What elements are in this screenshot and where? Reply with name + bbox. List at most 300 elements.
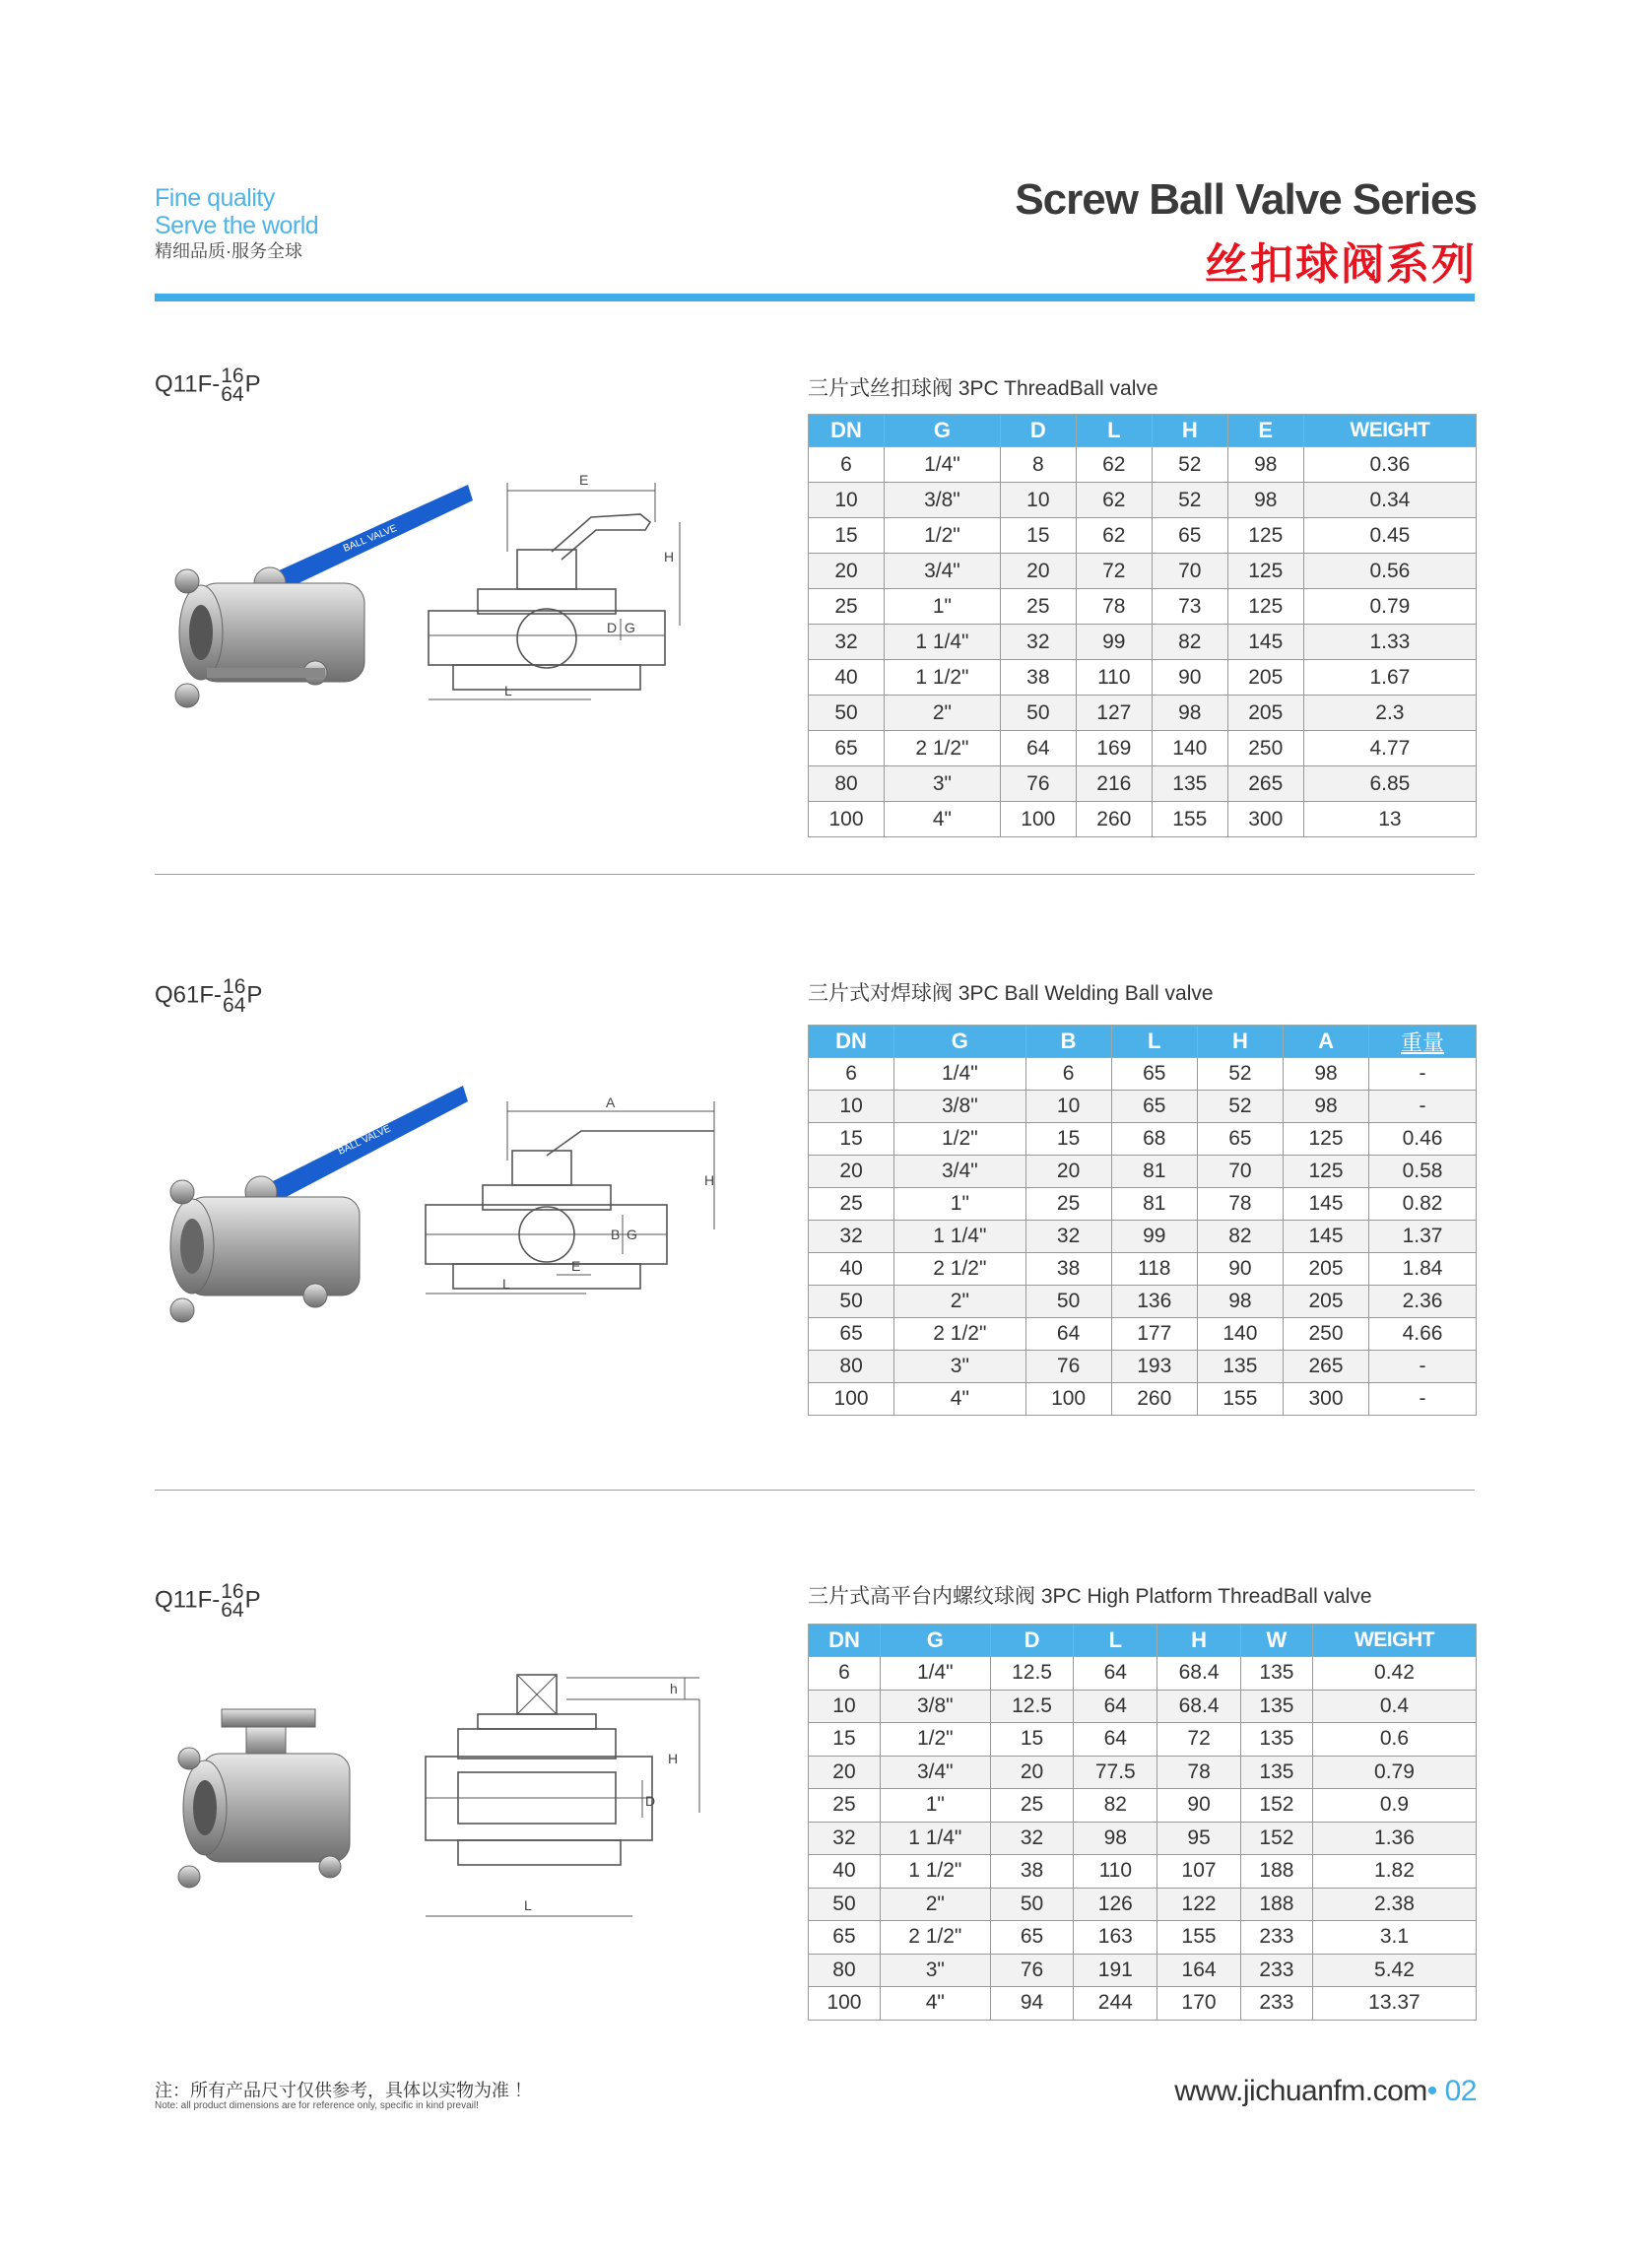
table-cell: 6 [809,1058,894,1091]
table-cell: 15 [990,1723,1074,1757]
table-cell: 100 [809,1383,894,1416]
table-cell: 4.77 [1303,731,1476,766]
model-code: Q61F-16 64P [155,975,263,1017]
table-cell: 76 [990,1954,1074,1987]
tagline-line1: Fine quality [155,184,275,212]
table-cell: 135 [1152,766,1227,802]
table-cell: 32 [809,625,885,660]
column-header: D [1000,415,1076,447]
table-cell: 2 1/2" [884,731,1000,766]
svg-text:L: L [504,683,512,698]
table-cell: 1.84 [1369,1253,1477,1286]
table-cell: 1/2" [894,1123,1025,1156]
column-header: H [1197,1026,1283,1058]
table-caption: 三片式丝扣球阀 3PC ThreadBall valve [808,377,1158,400]
table-cell: 50 [809,696,885,731]
table-cell: 191 [1074,1954,1157,1987]
technical-drawing-platform [414,1670,709,1926]
table-cell: 265 [1227,766,1303,802]
table-row [809,1690,1477,1723]
table-cell: 32 [990,1822,1074,1855]
table-cell: 169 [1076,731,1152,766]
spec-table [808,414,1477,837]
table-cell: 52 [1152,483,1227,518]
model-code: Q11F-16 64P [155,1580,261,1622]
table-cell: 80 [809,1351,894,1383]
table-cell: 72 [1157,1723,1241,1757]
table-cell: 233 [1240,1954,1312,1987]
table-cell: 0.36 [1303,447,1476,483]
table-row [809,1123,1477,1156]
table-row [809,483,1477,518]
section-divider [155,874,1475,875]
table-cell: 0.46 [1369,1123,1477,1156]
table-cell: 250 [1283,1318,1368,1351]
table-cell: 65 [1152,518,1227,554]
table-cell: 145 [1227,625,1303,660]
table-cell: 163 [1074,1921,1157,1955]
column-header: E [1227,415,1303,447]
table-cell: 65 [809,1921,881,1955]
table-cell: 70 [1152,554,1227,589]
table-cell: 2" [884,696,1000,731]
table-cell: 25 [1025,1188,1111,1221]
table-cell: 13 [1303,802,1476,837]
table-cell: 98 [1227,483,1303,518]
table-cell: 68.4 [1157,1657,1241,1691]
table-cell: 3" [884,766,1000,802]
table-cell: 65 [1197,1123,1283,1156]
svg-text:L: L [524,1897,532,1913]
table-cell: 205 [1283,1253,1368,1286]
table-row [809,1822,1477,1855]
table-cell: 90 [1152,660,1227,696]
table-row [809,1091,1477,1123]
table-cell: 12.5 [990,1657,1074,1691]
table-cell: 1" [880,1789,990,1823]
table-cell: 98 [1197,1286,1283,1318]
table-cell: 140 [1152,731,1227,766]
table-cell: 98 [1283,1091,1368,1123]
table-cell: 8 [1000,447,1076,483]
table-cell: 233 [1240,1921,1312,1955]
table-cell: 1/2" [880,1723,990,1757]
table-cell: 2" [894,1286,1025,1318]
table-cell: 6 [809,447,885,483]
column-header: L [1074,1625,1157,1657]
column-header: DN [809,1026,894,1058]
table-cell: 15 [809,1123,894,1156]
table-cell: 2 1/2" [880,1921,990,1955]
table-cell: 127 [1076,696,1152,731]
table-cell: 3/4" [880,1756,990,1789]
table-cell: 0.34 [1303,483,1476,518]
table-cell: 260 [1111,1383,1197,1416]
table-cell: 135 [1240,1756,1312,1789]
svg-text:G: G [625,620,635,635]
table-cell: 300 [1227,802,1303,837]
table-cell: 94 [990,1987,1074,2021]
header-accent-bar [155,294,1475,301]
table-cell: 1 1/2" [884,660,1000,696]
column-header: G [894,1026,1025,1058]
table-cell: 40 [809,660,885,696]
svg-text:D: D [645,1793,656,1809]
table-cell: 260 [1076,802,1152,837]
table-cell: 3.1 [1312,1921,1476,1955]
table-cell: 65 [990,1921,1074,1955]
table-cell: 135 [1240,1657,1312,1691]
table-cell: 155 [1157,1921,1241,1955]
table-cell: 193 [1111,1351,1197,1383]
table-cell: 20 [809,1756,881,1789]
table-cell: 20 [809,1156,894,1188]
table-cell: 98 [1227,447,1303,483]
table-cell: 2.36 [1369,1286,1477,1318]
table-row [809,1723,1477,1757]
table-cell: 10 [1025,1091,1111,1123]
table-cell: 2.3 [1303,696,1476,731]
column-header: D [990,1625,1074,1657]
table-cell: 145 [1283,1188,1368,1221]
footnote-en: Note: all product dimensions are for reference only, specific in kind prevail! [155,2100,479,2111]
table-cell: 0.58 [1369,1156,1477,1188]
table-cell: 135 [1197,1351,1283,1383]
table-cell: 110 [1074,1855,1157,1889]
model-code: Q11F-16 64P [155,365,261,406]
table-cell: 0.6 [1312,1723,1476,1757]
table-cell: 1/4" [894,1058,1025,1091]
table-cell: 50 [1025,1286,1111,1318]
column-header: L [1076,415,1152,447]
table-cell: 15 [809,518,885,554]
table-cell: 62 [1076,483,1152,518]
table-cell: 25 [809,1789,881,1823]
table-cell: 118 [1111,1253,1197,1286]
table-cell: 25 [809,589,885,625]
column-header: 重量 [1369,1026,1477,1058]
table-row [809,1954,1477,1987]
table-cell: 152 [1240,1822,1312,1855]
table-row [809,1756,1477,1789]
table-cell: 62 [1076,447,1152,483]
table-cell: - [1369,1383,1477,1416]
table-cell: 135 [1240,1723,1312,1757]
table-cell: 62 [1076,518,1152,554]
table-row [809,1188,1477,1221]
table-row [809,518,1477,554]
table-cell: 205 [1283,1286,1368,1318]
table-cell: 1 1/4" [880,1822,990,1855]
table-row [809,766,1477,802]
table-row [809,1789,1477,1823]
table-cell: 65 [1111,1058,1197,1091]
table-row [809,1058,1477,1091]
table-cell: 4" [880,1987,990,2021]
table-cell: 1.67 [1303,660,1476,696]
column-header: DN [809,415,885,447]
footnote-cn: 注：所有产品尺寸仅供参考，具体以实物为准 ！ [155,2081,532,2100]
table-cell: 68.4 [1157,1690,1241,1723]
table-cell: 15 [1000,518,1076,554]
column-header: G [880,1625,990,1657]
table-cell: 0.79 [1312,1756,1476,1789]
table-cell: 15 [1025,1123,1111,1156]
table-cell: 78 [1197,1188,1283,1221]
svg-text:L: L [502,1276,510,1292]
column-header: W [1240,1625,1312,1657]
table-cell: 140 [1197,1318,1283,1351]
table-cell: 82 [1152,625,1227,660]
table-cell: 50 [809,1286,894,1318]
svg-text:G: G [627,1227,637,1242]
table-cell: 64 [1074,1723,1157,1757]
page-title-cn: 丝扣球阀系列 [1205,240,1477,289]
table-row [809,1156,1477,1188]
table-cell: 145 [1283,1221,1368,1253]
table-row [809,696,1477,731]
table-cell: 80 [809,1954,881,1987]
table-cell: 1.36 [1312,1822,1476,1855]
table-cell: - [1369,1351,1477,1383]
website-link[interactable]: www.jichuanfm.com [1174,2075,1427,2107]
column-header: G [884,415,1000,447]
table-cell: 10 [809,1091,894,1123]
table-cell: 15 [809,1723,881,1757]
table-cell: 95 [1157,1822,1241,1855]
table-cell: 1/4" [880,1657,990,1691]
table-cell: 65 [1111,1091,1197,1123]
table-cell: 6.85 [1303,766,1476,802]
website-footer: www.jichuanfm.com• 02 [1174,2075,1477,2107]
table-cell: 70 [1197,1156,1283,1188]
table-cell: 20 [990,1756,1074,1789]
table-cell: 20 [809,554,885,589]
table-cell: 100 [1000,802,1076,837]
table-cell: 0.79 [1303,589,1476,625]
table-cell: 0.4 [1312,1690,1476,1723]
table-cell: 135 [1240,1690,1312,1723]
table-cell: 233 [1240,1987,1312,2021]
column-header: WEIGHT [1312,1625,1476,1657]
svg-text:H: H [668,1751,679,1766]
table-cell: 20 [1025,1156,1111,1188]
table-row [809,1987,1477,2021]
table-row [809,660,1477,696]
table-cell: - [1369,1091,1477,1123]
table-cell: 38 [1000,660,1076,696]
table-cell: 3" [894,1351,1025,1383]
table-cell: 107 [1157,1855,1241,1889]
table-row [809,1921,1477,1955]
table-cell: 1/4" [884,447,1000,483]
table-cell: 4.66 [1369,1318,1477,1351]
tagline-line2: Serve the world [155,212,319,239]
spec-table [808,1025,1477,1416]
table-row [809,589,1477,625]
svg-text:D: D [607,620,618,635]
table-cell: 1.82 [1312,1855,1476,1889]
svg-text:E: E [571,1258,581,1274]
table-row [809,1383,1477,1416]
table-cell: 32 [1000,625,1076,660]
table-row [809,1286,1477,1318]
table-cell: 99 [1076,625,1152,660]
table-cell: 82 [1197,1221,1283,1253]
table-cell: 72 [1076,554,1152,589]
table-row [809,1351,1477,1383]
table-cell: 90 [1157,1789,1241,1823]
svg-text:H: H [704,1172,715,1188]
table-cell: 188 [1240,1855,1312,1889]
table-cell: 300 [1283,1383,1368,1416]
technical-drawing-threaded [414,463,709,709]
section-divider [155,1490,1475,1491]
table-cell: 100 [809,802,885,837]
table-cell: 3/8" [880,1690,990,1723]
table-cell: - [1369,1058,1477,1091]
table-row [809,1318,1477,1351]
table-cell: 205 [1227,660,1303,696]
column-header: H [1157,1625,1241,1657]
column-header: L [1111,1026,1197,1058]
page-number: 02 [1444,2075,1477,2107]
table-cell: 122 [1157,1888,1241,1921]
table-cell: 4" [884,802,1000,837]
svg-text:H: H [664,549,675,564]
table-cell: 10 [1000,483,1076,518]
spec-table [808,1624,1477,2021]
table-cell: 32 [1025,1221,1111,1253]
column-header: A [1283,1026,1368,1058]
table-row [809,802,1477,837]
table-cell: 125 [1227,589,1303,625]
table-cell: 90 [1197,1253,1283,1286]
table-cell: 25 [990,1789,1074,1823]
table-cell: 52 [1197,1058,1283,1091]
table-cell: 81 [1111,1156,1197,1188]
table-cell: 76 [1025,1351,1111,1383]
svg-text:E: E [579,472,589,488]
table-cell: 2" [880,1888,990,1921]
table-cell: 125 [1227,554,1303,589]
table-cell: 78 [1076,589,1152,625]
table-cell: 265 [1283,1351,1368,1383]
table-row [809,1855,1477,1889]
handle-label: BALL VALVE [336,1123,393,1158]
table-cell: 12.5 [990,1690,1074,1723]
table-cell: 136 [1111,1286,1197,1318]
table-cell: 0.45 [1303,518,1476,554]
table-cell: 205 [1227,696,1303,731]
table-cell: 32 [809,1822,881,1855]
table-cell: 0.56 [1303,554,1476,589]
table-cell: 100 [1025,1383,1111,1416]
table-cell: 50 [1000,696,1076,731]
table-cell: 76 [1000,766,1076,802]
svg-text:A: A [606,1095,616,1110]
table-caption: 三片式高平台内螺纹球阀 3PC High Platform ThreadBall valve [808,1585,1372,1608]
table-row [809,731,1477,766]
table-cell: 1" [894,1188,1025,1221]
table-cell: 65 [809,1318,894,1351]
table-cell: 0.9 [1312,1789,1476,1823]
table-cell: 6 [809,1657,881,1691]
table-cell: 52 [1152,447,1227,483]
table-row [809,1888,1477,1921]
table-cell: 1/2" [884,518,1000,554]
table-cell: 10 [809,1690,881,1723]
table-cell: 65 [809,731,885,766]
table-cell: 32 [809,1221,894,1253]
table-cell: 125 [1283,1123,1368,1156]
table-cell: 0.82 [1369,1188,1477,1221]
column-header: WEIGHT [1303,415,1476,447]
table-cell: 3/8" [894,1091,1025,1123]
svg-text:h: h [670,1681,678,1696]
table-cell: 110 [1076,660,1152,696]
table-row [809,1657,1477,1691]
product-photo-platform-valve [167,1694,364,1901]
table-cell: 50 [990,1888,1074,1921]
table-cell: 216 [1076,766,1152,802]
table-cell: 3/4" [894,1156,1025,1188]
table-cell: 40 [809,1855,881,1889]
table-cell: 52 [1197,1091,1283,1123]
table-row [809,1221,1477,1253]
table-cell: 80 [809,766,885,802]
table-row [809,1253,1477,1286]
table-cell: 3/4" [884,554,1000,589]
table-cell: 81 [1111,1188,1197,1221]
table-row [809,554,1477,589]
table-cell: 3" [880,1954,990,1987]
svg-text:B: B [611,1227,621,1242]
table-cell: 2 1/2" [894,1253,1025,1286]
table-cell: 250 [1227,731,1303,766]
table-cell: 1 1/4" [894,1221,1025,1253]
table-cell: 98 [1074,1822,1157,1855]
table-cell: 64 [1025,1318,1111,1351]
table-cell: 98 [1152,696,1227,731]
table-cell: 3/8" [884,483,1000,518]
table-cell: 13.37 [1312,1987,1476,2021]
technical-drawing-welding [414,1092,729,1318]
table-cell: 126 [1074,1888,1157,1921]
table-cell: 99 [1111,1221,1197,1253]
table-caption: 三片式对焊球阀 3PC Ball Welding Ball valve [808,982,1214,1005]
table-cell: 64 [1000,731,1076,766]
table-cell: 100 [809,1987,881,2021]
table-cell: 170 [1157,1987,1241,2021]
table-row [809,447,1477,483]
table-cell: 78 [1157,1756,1241,1789]
tagline-cn: 精细品质·服务全球 [155,241,302,261]
table-cell: 1" [884,589,1000,625]
table-cell: 38 [990,1855,1074,1889]
table-cell: 98 [1283,1058,1368,1091]
table-cell: 164 [1157,1954,1241,1987]
table-cell: 38 [1025,1253,1111,1286]
table-cell: 1.33 [1303,625,1476,660]
table-cell: 10 [809,483,885,518]
table-cell: 2.38 [1312,1888,1476,1921]
table-cell: 25 [809,1188,894,1221]
column-header: B [1025,1026,1111,1058]
column-header: DN [809,1625,881,1657]
table-cell: 152 [1240,1789,1312,1823]
table-cell: 5.42 [1312,1954,1476,1987]
